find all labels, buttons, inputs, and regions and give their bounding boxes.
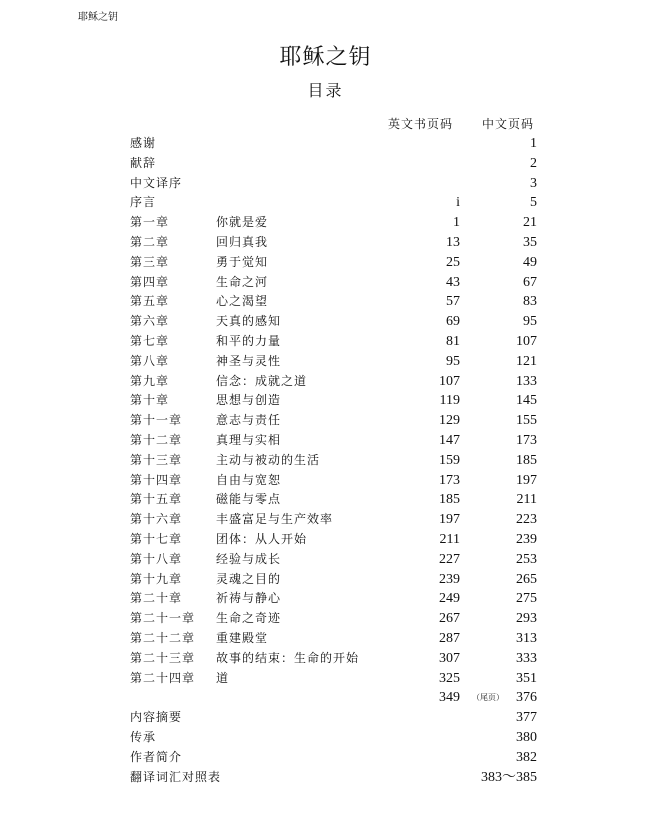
toc-entry-title: 思想与创造 xyxy=(216,393,282,408)
toc-entry-label: 感谢 xyxy=(130,136,157,150)
toc-entry-label: 第六章 xyxy=(130,314,170,329)
toc-entry-chinese-page: 121 xyxy=(516,353,537,369)
toc-entry xyxy=(0,174,651,194)
toc-entry-label: 第七章 xyxy=(130,333,170,348)
toc-entry-label: 第十三章 xyxy=(130,452,183,467)
toc-entry-english-page: 119 xyxy=(439,393,460,409)
toc-entry-chinese-page: 173 xyxy=(516,432,537,448)
page-title: 耶稣之钥 xyxy=(279,45,372,70)
toc-entry xyxy=(0,451,651,471)
toc-entry-label: 第十八章 xyxy=(130,551,183,566)
toc-entry xyxy=(0,391,651,411)
toc-entry-english-page: 267 xyxy=(439,611,460,627)
toc-entry-title: 生命之奇迹 xyxy=(216,611,282,626)
toc-entry xyxy=(0,688,651,708)
toc-entry-english-page: 43 xyxy=(446,274,460,290)
toc-entry-chinese-page: 382 xyxy=(516,749,537,765)
toc-entry xyxy=(0,332,651,352)
toc-entry-title: 自由与宽恕 xyxy=(216,472,282,487)
page-subtitle: 目录 xyxy=(307,81,344,100)
toc-entry xyxy=(0,589,651,609)
toc-entry-title: 故事的结束：生命的开始 xyxy=(216,650,360,665)
toc-entry xyxy=(0,213,651,233)
toc-entry xyxy=(0,490,651,510)
toc-entry-chinese-page: 155 xyxy=(516,413,537,429)
toc-entry-title: 磁能与零点 xyxy=(216,492,282,507)
toc-entry xyxy=(0,510,651,530)
toc-entry-chinese-page: 197 xyxy=(516,472,537,488)
toc-entry-english-page: 197 xyxy=(439,512,460,528)
toc-entry-label: 第十六章 xyxy=(130,512,183,527)
toc-entry-label: 第二十四章 xyxy=(130,670,196,685)
toc-entry-title: 重建殿堂 xyxy=(216,630,269,645)
toc-entry xyxy=(0,570,651,590)
toc-entry-note: （尾页） xyxy=(472,693,504,703)
toc-entry-label: 第十四章 xyxy=(130,472,183,487)
toc-entry-label: 内容摘要 xyxy=(130,710,183,725)
toc-entry-english-page: 147 xyxy=(439,432,460,448)
toc-entry-label: 第十二章 xyxy=(130,432,183,447)
toc-entry-label: 第二十二章 xyxy=(130,630,196,645)
toc-entry-title: 天真的感知 xyxy=(216,314,282,329)
toc-entry-chinese-page: 293 xyxy=(516,611,537,627)
toc-entry-english-page: 249 xyxy=(439,591,460,607)
toc-entry-title: 你就是爱 xyxy=(216,215,269,230)
toc-entry-label: 序言 xyxy=(130,195,157,210)
toc-entry-chinese-page: 1 xyxy=(530,136,537,151)
toc-entry xyxy=(0,312,651,332)
toc-entry-title: 神圣与灵性 xyxy=(216,353,282,368)
toc-entry-title: 生命之河 xyxy=(216,274,269,289)
table-of-contents xyxy=(0,134,651,787)
toc-entry xyxy=(0,550,651,570)
toc-entry-title: 道 xyxy=(216,670,230,685)
toc-entry-title: 意志与责任 xyxy=(216,413,282,428)
toc-entry-english-page: 129 xyxy=(439,413,460,429)
toc-entry-title: 真理与实相 xyxy=(216,432,282,447)
toc-entry-label: 第五章 xyxy=(130,294,170,309)
toc-entry-chinese-page: 333 xyxy=(516,650,537,666)
toc-entry-chinese-page: 133 xyxy=(516,373,537,389)
toc-entry-label: 第十九章 xyxy=(130,571,183,586)
toc-entry-chinese-page: 239 xyxy=(516,531,537,547)
toc-entry-label: 第二十三章 xyxy=(130,650,196,665)
toc-entry xyxy=(0,134,651,154)
toc-entry xyxy=(0,669,651,689)
toc-entry-label: 第九章 xyxy=(130,373,170,388)
toc-entry-chinese-page: 95 xyxy=(523,314,537,330)
toc-entry-english-page: 13 xyxy=(446,234,460,250)
toc-entry-chinese-page: 351 xyxy=(516,670,537,686)
toc-entry-english-page: 57 xyxy=(446,294,460,310)
toc-entry-chinese-page: 313 xyxy=(516,630,537,646)
toc-entry-english-page: 287 xyxy=(439,630,460,646)
toc-entry-english-page: 211 xyxy=(439,531,460,547)
toc-entry xyxy=(0,629,651,649)
toc-entry xyxy=(0,154,651,174)
toc-entry-label: 献辞 xyxy=(130,155,157,170)
toc-entry-label: 第二章 xyxy=(130,234,170,249)
toc-entry-title: 灵魂之目的 xyxy=(216,571,282,586)
toc-entry-english-page: 307 xyxy=(439,650,460,666)
toc-entry-label: 第八章 xyxy=(130,353,170,368)
toc-entry-title: 回归真我 xyxy=(216,234,269,249)
toc-entry-chinese-page: 35 xyxy=(523,234,537,250)
toc-entry xyxy=(0,253,651,273)
toc-entry xyxy=(0,273,651,293)
toc-entry xyxy=(0,372,651,392)
toc-entry-english-page: 69 xyxy=(446,314,460,330)
toc-entry xyxy=(0,193,651,213)
toc-entry xyxy=(0,233,651,253)
toc-entry-label: 第二十章 xyxy=(130,591,183,606)
toc-entry-english-page: 239 xyxy=(439,571,460,587)
toc-entry xyxy=(0,708,651,728)
toc-entry-label: 传承 xyxy=(130,729,157,744)
toc-entry-title: 勇于觉知 xyxy=(216,254,269,269)
toc-entry-english-page: 107 xyxy=(439,373,460,389)
toc-entry-label: 第十五章 xyxy=(130,492,183,507)
toc-entry-label: 翻译词汇对照表 xyxy=(130,769,222,784)
toc-entry xyxy=(0,609,651,629)
toc-entry-chinese-page: 5 xyxy=(530,195,537,211)
toc-entry-title: 经验与成长 xyxy=(216,551,282,566)
toc-entry-label: 第四章 xyxy=(130,274,170,289)
toc-entry-title: 和平的力量 xyxy=(216,333,282,348)
toc-entry xyxy=(0,352,651,372)
toc-entry-chinese-page: 265 xyxy=(516,571,537,587)
toc-entry-english-page: 349 xyxy=(439,690,460,706)
toc-entry-chinese-page: 275 xyxy=(516,591,537,607)
column-header-chinese-page: 中文页码 xyxy=(482,117,535,131)
toc-entry-english-page: 173 xyxy=(439,472,460,488)
toc-entry-title: 信念：成就之道 xyxy=(216,373,308,388)
toc-entry-title: 主动与被动的生活 xyxy=(216,452,321,467)
toc-entry-chinese-page: 2 xyxy=(530,155,537,171)
toc-entry-english-page: 1 xyxy=(453,215,460,231)
toc-entry-title: 丰盛富足与生产效率 xyxy=(216,512,334,527)
toc-entry-chinese-page: 83 xyxy=(523,294,537,310)
toc-entry-label: 第一章 xyxy=(130,215,170,230)
toc-entry-chinese-page: 67 xyxy=(523,274,537,290)
toc-entry-title: 祈祷与静心 xyxy=(216,591,282,606)
toc-entry-chinese-page: 211 xyxy=(516,492,537,508)
toc-entry-label: 第十一章 xyxy=(130,413,183,428)
toc-entry-chinese-page: 223 xyxy=(516,512,537,528)
toc-entry-chinese-page: 377 xyxy=(516,710,537,726)
toc-entry-chinese-page: 380 xyxy=(516,729,537,745)
column-header-english-page: 英文书页码 xyxy=(388,117,454,131)
toc-entry xyxy=(0,748,651,768)
toc-entry xyxy=(0,471,651,491)
toc-entry xyxy=(0,431,651,451)
toc-entry-label: 第二十一章 xyxy=(130,611,196,626)
running-head: 耶稣之钥 xyxy=(78,12,118,23)
toc-entry-english-page: i xyxy=(456,195,460,211)
toc-entry-english-page: 185 xyxy=(439,492,460,508)
toc-entry-label: 第三章 xyxy=(130,254,170,269)
toc-entry-label: 第十章 xyxy=(130,393,170,408)
toc-entry-english-page: 227 xyxy=(439,551,460,567)
toc-entry-english-page: 325 xyxy=(439,670,460,686)
toc-entry-chinese-page: 376 xyxy=(516,690,537,706)
toc-entry-label: 作者简介 xyxy=(130,749,183,764)
toc-entry-english-page: 81 xyxy=(446,333,460,349)
toc-entry-chinese-page: 3 xyxy=(530,175,537,191)
toc-entry xyxy=(0,728,651,748)
toc-entry xyxy=(0,649,651,669)
toc-entry-english-page: 95 xyxy=(446,353,460,369)
toc-entry xyxy=(0,530,651,550)
toc-entry xyxy=(0,768,651,788)
toc-entry-chinese-page: 49 xyxy=(523,254,537,270)
toc-entry xyxy=(0,411,651,431)
toc-entry-title: 心之渴望 xyxy=(216,294,269,309)
toc-entry-english-page: 159 xyxy=(439,452,460,468)
toc-entry-chinese-page: 107 xyxy=(516,333,537,349)
toc-entry-chinese-page: 253 xyxy=(516,551,537,567)
toc-entry-english-page: 25 xyxy=(446,254,460,270)
toc-entry-label: 中文译序 xyxy=(130,175,183,190)
toc-entry-title: 团体：从人开始 xyxy=(216,531,308,546)
toc-entry xyxy=(0,292,651,312)
toc-entry-chinese-page: 383～385 xyxy=(481,769,537,785)
toc-entry-label: 第十七章 xyxy=(130,531,183,546)
toc-entry-chinese-page: 145 xyxy=(516,393,537,409)
toc-entry-chinese-page: 185 xyxy=(516,452,537,468)
toc-entry-chinese-page: 21 xyxy=(523,215,537,231)
